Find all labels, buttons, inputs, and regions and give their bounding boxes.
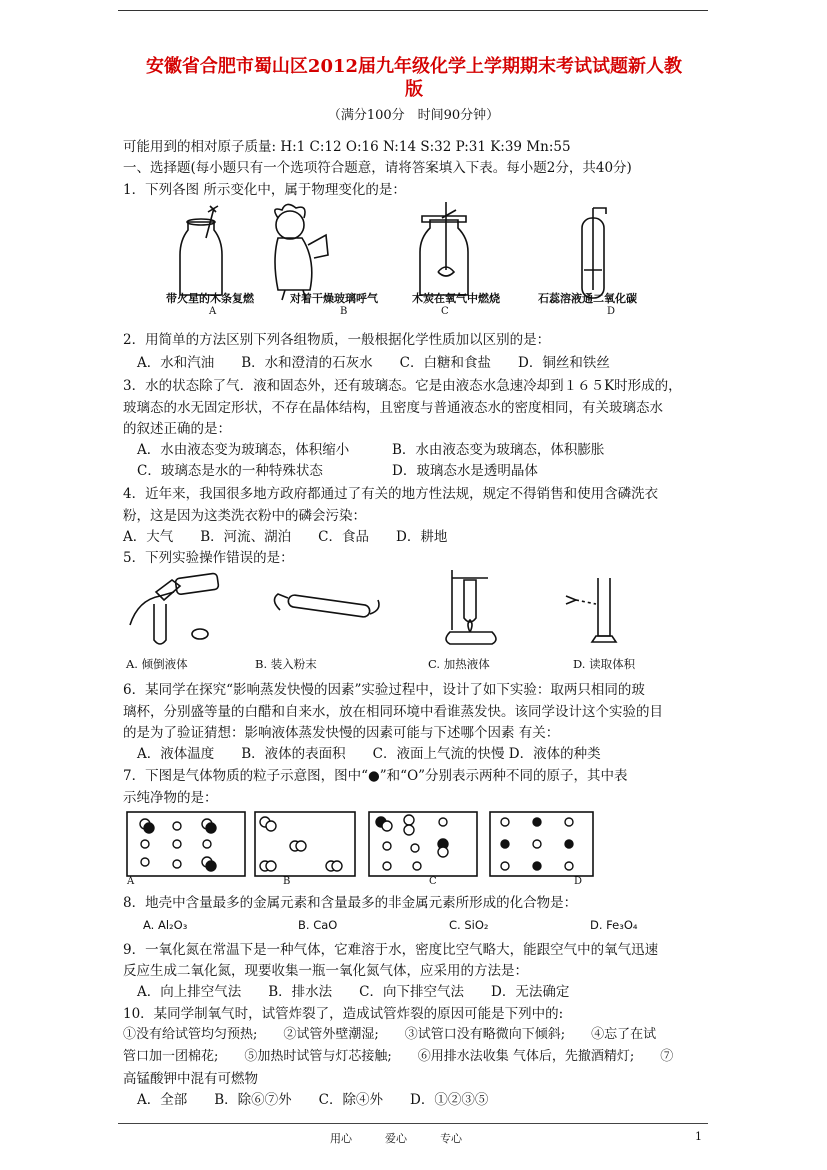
- exam-info: （满分100分 时间90分钟）: [327, 108, 500, 123]
- q1-caption-d: 石蕊溶液通二氧化碳: [538, 292, 637, 305]
- q7-letter-a: A: [127, 876, 135, 887]
- q1-letter-d: D: [607, 306, 616, 317]
- q8-option-a: A. Al₂O₃: [143, 918, 188, 932]
- q6-line2: 璃杯，分别盛等量的白醋和自来水，放在相同环境中看谁蒸发快。该同学设计这个实验的目: [123, 704, 663, 720]
- q3-line2: 玻璃态的水无固定形状，不存在晶体结构，且密度与普通液态水的密度相同，有关玻璃态水: [123, 400, 663, 416]
- page-number: 1: [695, 1130, 702, 1143]
- q5-caption-a: A. 倾倒液体: [126, 657, 188, 671]
- q10-line3: 管口加一团棉花; ⑤加热时试管与灯芯接触; ⑥用排水法收集 气体后，先撤酒精灯; ⑦: [123, 1049, 674, 1064]
- q8-option-d: D. Fe₃O₄: [590, 918, 638, 932]
- page-title-continued: 版: [405, 79, 423, 100]
- q5-caption-c: C. 加热液体: [428, 657, 490, 671]
- q5-figure: [120, 570, 630, 650]
- q2-stem: 2．用简单的方法区别下列各组物质，一般根据化学性质加以区别的是：: [123, 332, 551, 348]
- q5-caption-d: D. 读取体积: [573, 657, 636, 671]
- q1-caption-a: 带火星的木条复燃: [166, 292, 254, 305]
- q9-line2: 反应生成二氧化氮，现要收集一瓶一氧化氮气体，应采用的方法是：: [123, 963, 528, 979]
- q2-options: A．水和汽油 B．水和澄清的石灰水 C．白糖和食盐 D．铜丝和铁丝: [137, 355, 610, 371]
- q7-letter-b: B: [283, 876, 291, 887]
- atomic-masses: 可能用到的相对原子质量: H:1 C:12 O:16 N:14 S:32 P:31 K:39 Mn:55: [123, 139, 571, 155]
- q1-letter-b: B: [340, 306, 348, 317]
- q5-caption-b: B. 装入粉末: [255, 657, 317, 671]
- header-rule: [118, 10, 708, 11]
- q6-line1: 6．某同学在探究“影响蒸发快慢的因素”实验过程中，设计了如下实验：取两只相同的玻: [123, 682, 645, 698]
- q7-letter-d: D: [574, 876, 583, 887]
- q1-letter-c: C: [441, 306, 449, 317]
- q3-option-b: B．水由液态变为玻璃态，体积膨胀: [392, 442, 605, 458]
- q1-letter-a: A: [209, 306, 217, 317]
- q8-stem: 8．地壳中含量最多的金属元素和含量最多的非金属元素所形成的化合物是：: [123, 895, 578, 911]
- q4-line1: 4．近年来，我国很多地方政府都通过了有关的地方性法规，规定不得销售和使用含磷洗衣: [123, 486, 659, 502]
- q7-line1: 7．下图是气体物质的粒子示意图，图中“●”和“O”分别表示两种不同的原子，其中表: [123, 768, 628, 784]
- q1-caption-b: 对着干燥玻璃呼气: [290, 292, 378, 305]
- q4-line2: 粉，这是因为这类洗衣粉中的磷会污染：: [123, 508, 366, 524]
- q1-stem: 1．下列各图 所示变化中，属于物理变化的是：: [123, 182, 406, 198]
- footer-rule: [118, 1123, 708, 1124]
- q8-option-c: C. SiO₂: [449, 918, 489, 932]
- q9-options: A．向上排空气法 B．排水法 C．向下排空气法 D．无法确定: [137, 984, 570, 1000]
- section-heading: 一、选择题(每小题只有一个选项符合题意，请将答案填入下表。每小题2分，共40分): [123, 160, 632, 176]
- q3-option-a: A．水由液态变为玻璃态，体积缩小: [137, 442, 350, 458]
- q5-stem: 5．下列实验操作错误的是：: [123, 550, 294, 566]
- q3-line3: 的叙述正确的是：: [123, 421, 231, 437]
- q3-option-c: C．玻璃态是水的一种特殊状态: [137, 463, 323, 479]
- q3-line1: 3．水的状态除了气．液和固态外，还有玻璃态。它是由液态水急速冷却到１６５K时形成的，: [123, 378, 682, 394]
- q8-option-b: B. CaO: [298, 918, 338, 932]
- q9-line1: 9．一氧化氮在常温下是一种气体，它难溶于水，密度比空气略大，能跟空气中的氧气迅速: [123, 942, 659, 958]
- q3-option-d: D．玻璃态水是透明晶体: [392, 463, 538, 479]
- q1-caption-c: 木炭在氧气中燃烧: [412, 292, 500, 305]
- q7-figure: [125, 810, 625, 880]
- q10-line4: 高锰酸钾中混有可燃物: [123, 1071, 258, 1087]
- q10-options: A．全部 B．除⑥⑦外 C．除④外 D．①②③⑤: [137, 1092, 489, 1108]
- q4-options: A．大气 B．河流、湖泊 C．食品 D．耕地: [123, 529, 448, 545]
- q10-line2: ①没有给试管均匀预热; ②试管外壁潮湿; ③试管口没有略微向下倾斜; ④忘了在试: [123, 1027, 657, 1042]
- q7-letter-c: C: [429, 876, 437, 887]
- q7-line2: 示纯净物的是：: [123, 790, 218, 806]
- q10-line1: 10．某同学制氧气时，试管炸裂了，造成试管炸裂的原因可能是下列中的:: [123, 1006, 564, 1022]
- q6-line3: 的是为了验证猜想：影响液体蒸发快慢的因素可能与下述哪个因素 有关：: [123, 725, 560, 741]
- footer-motto: 用心 爱心 专心: [330, 1132, 462, 1145]
- page-title: 安徽省合肥市蜀山区2012届九年级化学上学期期末考试试题新人教: [145, 56, 683, 77]
- q6-options: A．液体温度 B．液体的表面积 C．液面上气流的快慢 D．液体的种类: [137, 746, 601, 762]
